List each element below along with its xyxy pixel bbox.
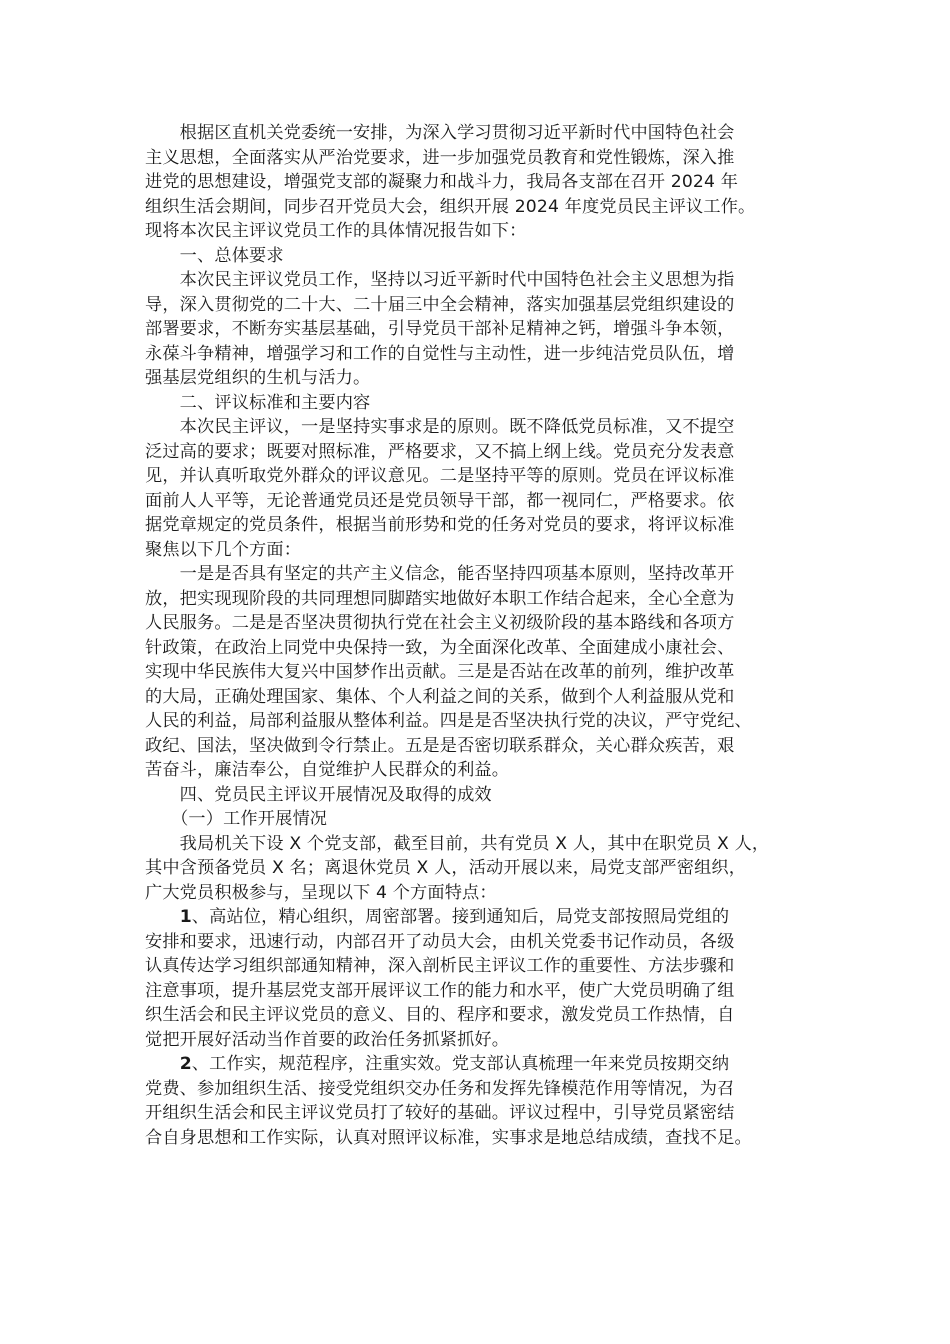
section2-line: 本次民主评议，一是坚持实事求是的原则。既不降低党员标准，又不提空 xyxy=(145,417,735,437)
point1-line: 认真传达学习组织部通知精神，深入剖析民主评议工作的重要性、方法步骤和 xyxy=(145,956,735,976)
section2-line: 泛过高的要求；既要对照标准，严格要求，又不搞上纲上线。党员充分发表意 xyxy=(145,441,735,462)
standards-line: 针政策，在政治上同党中央保持一致，为全面深化改革、全面建成小康社会、 xyxy=(145,637,735,658)
point2-line: 合自身思想和工作实际，认真对照评议标准，实事求是地总结成绩，查找不足。 xyxy=(145,1127,752,1148)
point-1-indent xyxy=(145,907,180,927)
section-heading-2: 二、评议标准和主要内容 xyxy=(145,392,371,413)
section1-line: 本次民主评议党员工作，坚持以习近平新时代中国特色社会主义思想为指 xyxy=(145,270,735,290)
point-2-indent xyxy=(145,1054,180,1074)
point-1-first-line xyxy=(145,905,807,930)
intro-line: 组织生活会期间，同步召开党员大会，组织开展 2024 年度党员民主评议工作。 xyxy=(145,196,756,217)
subsection-heading: （一）工作开展情况 xyxy=(145,809,328,829)
point1-line: 注意事项，提升基层党支部开展评议工作的能力和水平，使广大党员明确了组 xyxy=(145,980,735,1001)
point2-line: 党费、参加组织生活、接受党组织交办任务和发挥先锋模范作用等情况，为召 xyxy=(145,1078,735,1099)
point-2-text: 、工作实，规范程序，注重实效。党支部认真梳理一年来党员按期交纳 xyxy=(191,1054,730,1074)
point2-line: 开组织生活会和民主评议党员打了较好的基础。评议过程中，引导党员紧密结 xyxy=(145,1103,735,1123)
section-heading-4: 四、党员民主评议开展情况及取得的成效 xyxy=(145,784,492,805)
standards-line: 放，把实现现阶段的共同理想同脚踏实地做好本职工作结合起来，全心全意为 xyxy=(145,588,735,609)
section1-line: 强基层党组织的生机与活力。 xyxy=(145,368,371,388)
point1-line: 安排和要求，迅速行动，内部召开了动员大会，由机关党委书记作动员，各级 xyxy=(145,931,735,952)
section1-line: 部署要求，不断夯实基层基础，引导党员干部补足精神之钙，增强斗争本领， xyxy=(145,319,735,339)
intro-line: 现将本次民主评议党员工作的具体情况报告如下： xyxy=(145,221,527,241)
standards-line: 的大局，正确处理国家、集体、个人利益之间的关系，做到个人利益服从党和 xyxy=(145,686,735,707)
intro-line: 主义思想，全面落实从严治党要求，进一步加强党员教育和党性锻炼，深入推 xyxy=(145,147,735,168)
point1-line: 觉把开展好活动当作首要的政治任务抓紧抓好。 xyxy=(145,1029,510,1050)
standards-line: 人民服务。二是是否坚决贯彻执行党在社会主义初级阶段的基本路线和各项方 xyxy=(145,613,735,633)
point1-line: 织生活会和民主评议党员的意义、目的、程序和要求，激发党员工作热情，自 xyxy=(145,1005,735,1025)
section1-line: 导，深入贯彻党的二十大、二十届三中全会精神，落实加强基层党组织建设的 xyxy=(145,294,735,315)
intro-line: 进党的思想建设，增强党支部的凝聚力和战斗力，我局各支部在召开 2024 年 xyxy=(145,172,739,192)
intro-line: 根据区直机关党委统一安排，为深入学习贯彻习近平新时代中国特色社会 xyxy=(145,123,735,143)
section2-line: 面前人人平等，无论普通党员还是党员领导干部，都一视同仁，严格要求。依 xyxy=(145,490,735,511)
section4-line: 广大党员积极参与，呈现以下 4 个方面特点： xyxy=(145,882,497,903)
point-2-first-line xyxy=(145,1052,807,1077)
point-2-number: 2 xyxy=(179,1054,192,1074)
section4-line: 我局机关下设 X 个党支部，截至目前，共有党员 X 人，其中在职党员 X 人， xyxy=(145,833,770,854)
section4-line: 其中含预备党员 X 名；离退休党员 X 人，活动开展以来，局党支部严密组织， xyxy=(145,858,747,878)
standards-line: 实现中华民族伟大复兴中国梦作出贡献。三是是否站在改革的前列，维护改革 xyxy=(145,662,735,682)
point-1-number: 1 xyxy=(179,907,192,927)
standards-line: 人民的利益，局部利益服从整体利益。四是是否坚决执行党的决议，严守党纪、 xyxy=(145,711,752,731)
section2-line: 据党章规定的党员条件，根据当前形势和党的任务对党员的要求，将评议标准 xyxy=(145,515,735,535)
section2-line: 见，并认真听取党外群众的评议意见。二是坚持平等的原则。党员在评议标准 xyxy=(145,466,735,486)
standards-line: 一是是否具有坚定的共产主义信念，能否坚持四项基本原则，坚持改革开 xyxy=(145,564,735,584)
section2-line: 聚焦以下几个方面： xyxy=(145,539,302,560)
standards-line: 政纪、国法，坚决做到令行禁止。五是是否密切联系群众，关心群众疾苦，艰 xyxy=(145,735,735,756)
document-body xyxy=(145,121,807,1150)
point-1-text: 、高站位，精心组织，周密部署。接到通知后，局党支部按照局党组的 xyxy=(191,907,730,927)
section1-line: 永葆斗争精神，增强学习和工作的自觉性与主动性，进一步纯洁党员队伍，增 xyxy=(145,343,735,364)
section-heading-1: 一、总体要求 xyxy=(145,245,284,266)
standards-line: 苦奋斗，廉洁奉公，自觉维护人民群众的利益。 xyxy=(145,760,510,780)
